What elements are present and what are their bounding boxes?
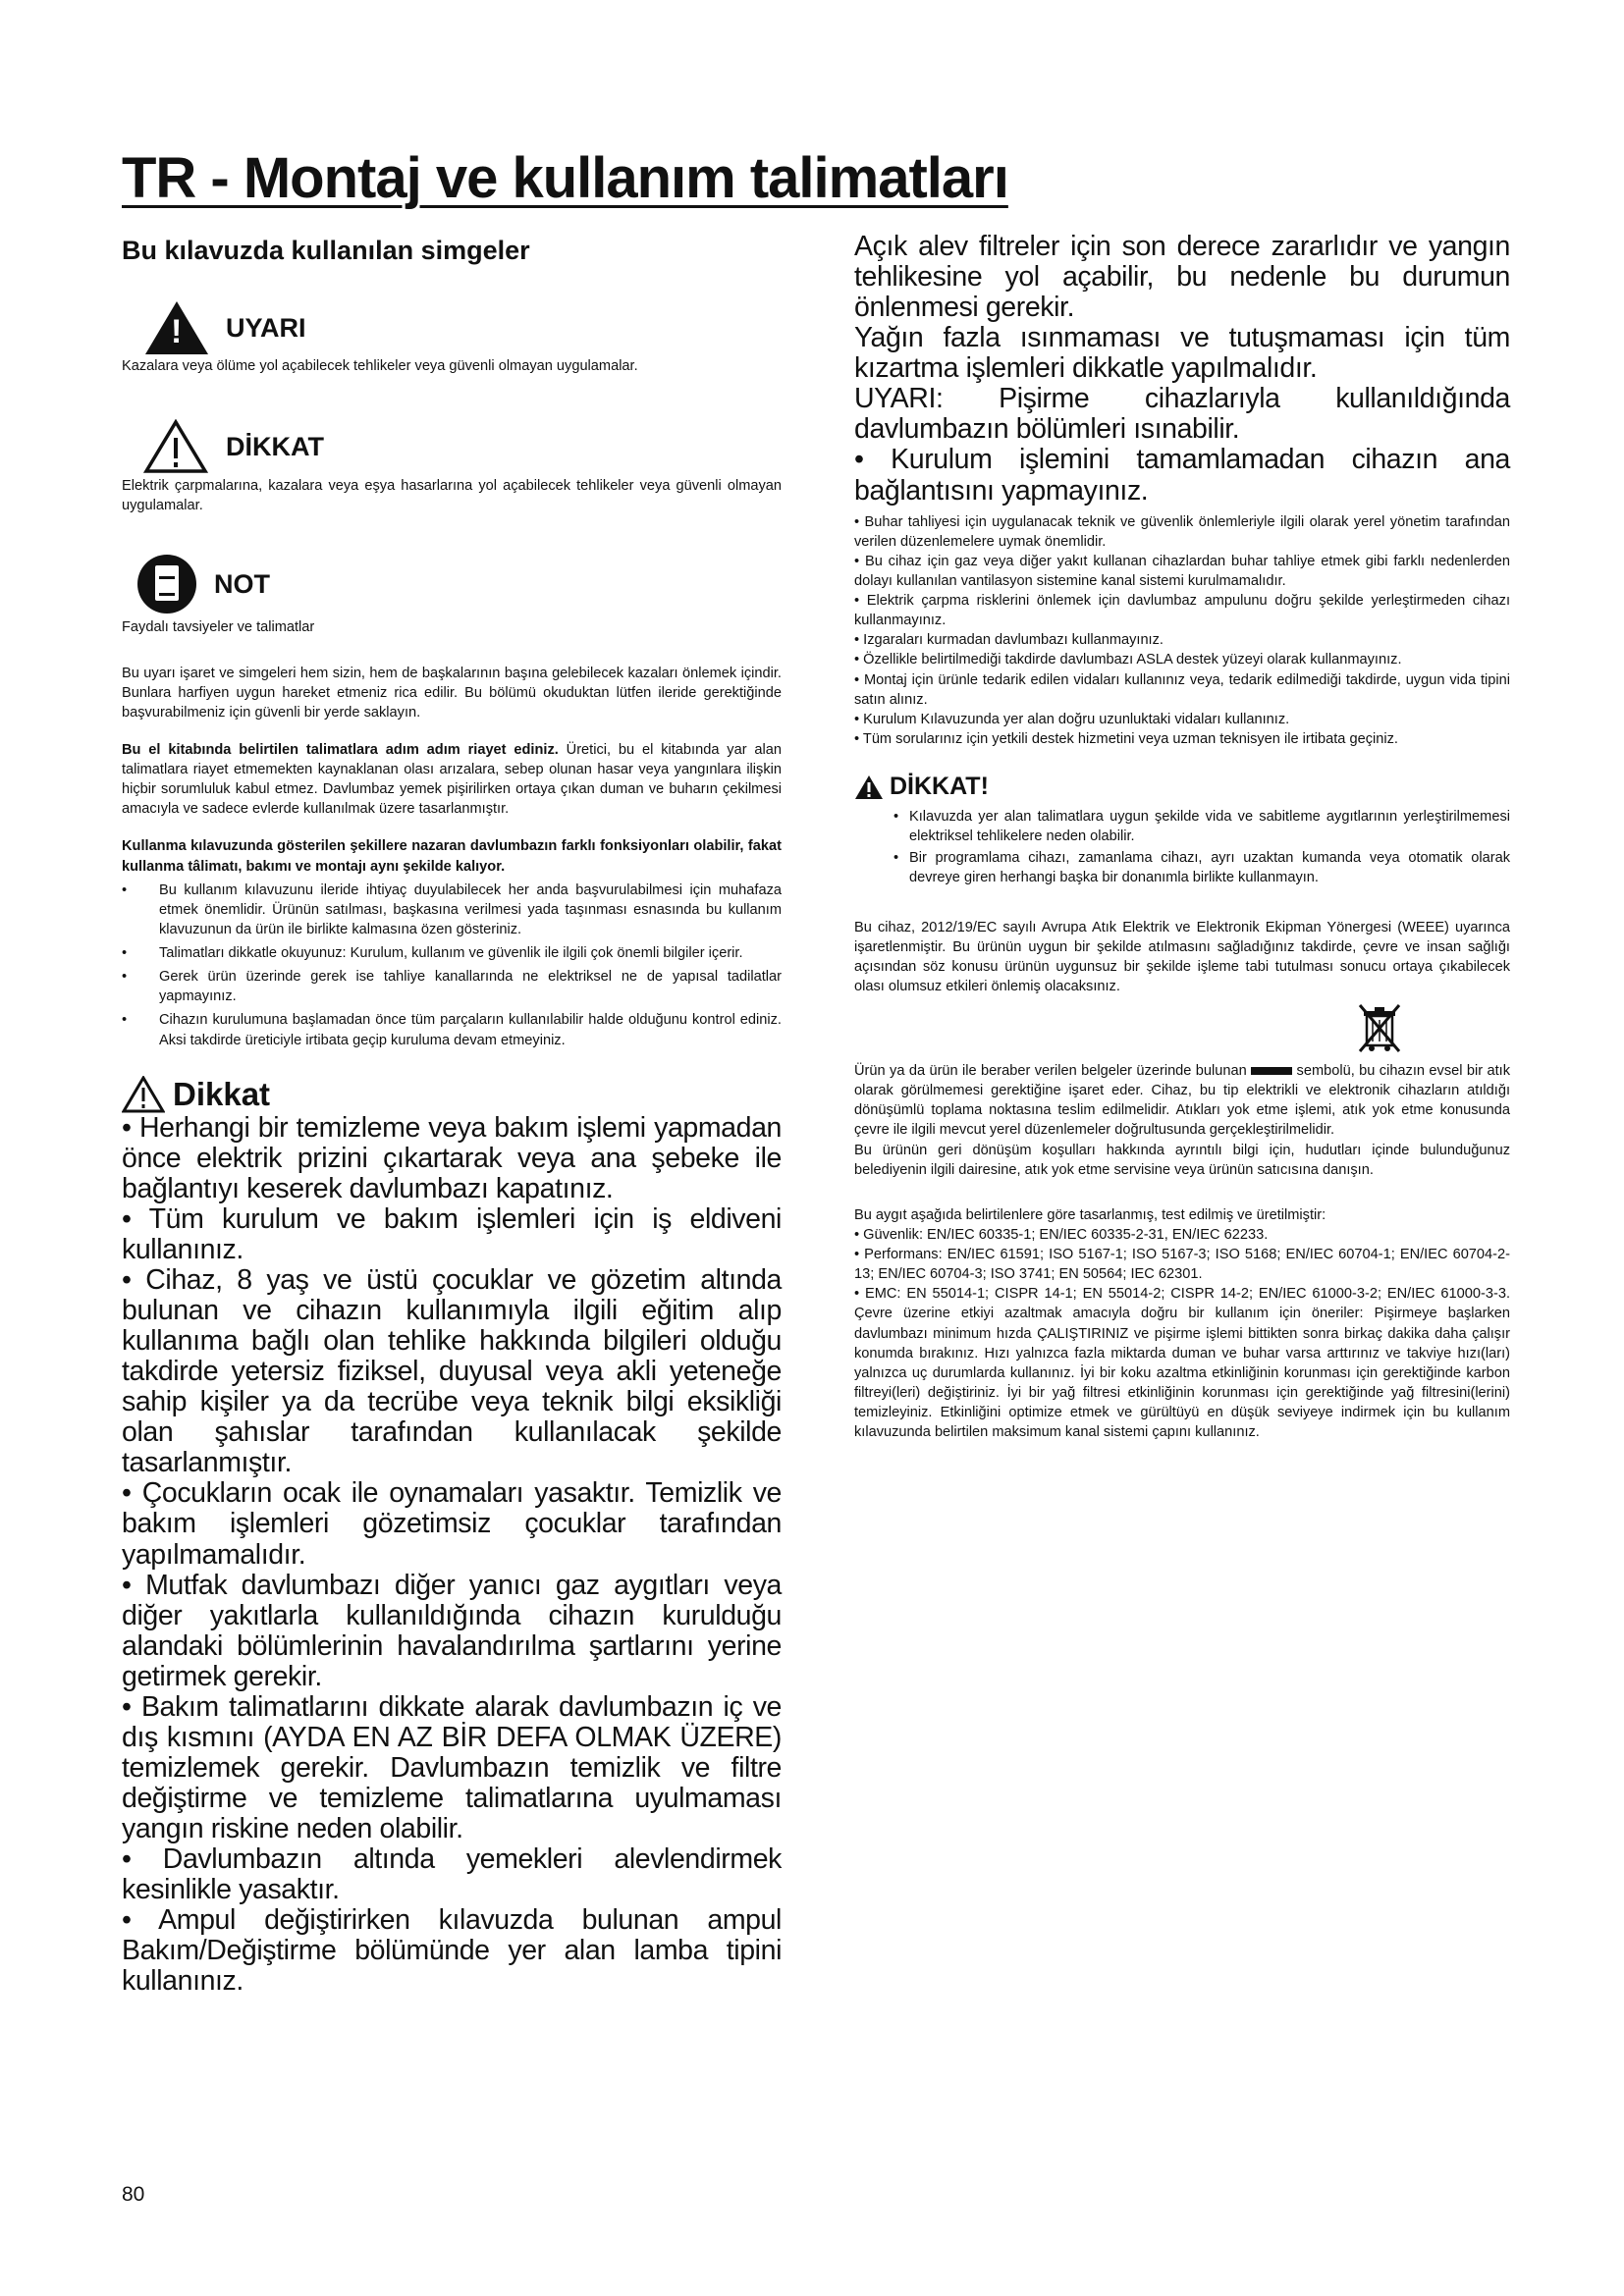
small-paragraph: • Izgaraları kurmadan davlumbazı kullanmayınız. xyxy=(854,632,1164,649)
big-paragraph: UYARI: Pişirme cihazlarıyla kullanıldığında davlumbazın bölümleri ısınabilir. xyxy=(854,383,1510,446)
small-paragraph: • Bu cihaz için gaz veya diğer yakıt kullanan cihazlardan buhar tahliye etmek gibi farklı nedenlerden dolayı kullanılan vantilasyon sistemine kanal sistemi kurulmamalıdır. xyxy=(854,553,1510,589)
note-text: Faydalı tavsiyeler ve talimatlar xyxy=(122,619,315,636)
list-item: • Kılavuzda yer alan talimatlara uygun şekilde vida ve sabitleme aygıtlarının yerleştirilmemesi elektriksel tehlikelere neden olabilir. xyxy=(893,807,1510,846)
dikkat-heading xyxy=(122,1076,782,1113)
big-paragraph: • Kurulum işlemini tamamlamadan cihazın ana bağlantısını yapmayınız. xyxy=(854,444,1510,507)
list-item: • Bir programlama cihazı, zamanlama cihazı, ayrı uzaktan kumanda veya otomatik olarak devreye giren herhangi başka bir donanımla birlikte kullanmayın. xyxy=(893,848,1510,887)
list-item: • Cihazın kurulumuna başlamadan önce tüm parçaların kullanılabilir halde olduğunu kontrol ediniz. Aksi takdirde üreticiyle irtibata geçip kuruluma devam etmeyiniz. xyxy=(122,1010,782,1049)
big-paragraph: • Çocukların ocak ile oynamaları yasaktır. Temizlik ve bakım işlemleri gözetimsiz çocuklar tarafından yapılmamalıdır. xyxy=(122,1477,782,1571)
note-label: NOT xyxy=(214,568,270,599)
big-paragraph: • Davlumbazın altında yemekleri alevlendirmek kesinlikle yasaktır. xyxy=(122,1843,782,1906)
general-bullets xyxy=(122,881,782,1050)
dikkat-warning-heading xyxy=(854,773,1510,801)
dikkat-bullets xyxy=(893,807,1510,888)
warning-filled-triangle-icon xyxy=(854,774,884,800)
small-paragraph: • Buhar tahliyesi için uygulanacak teknik ve güvenlik önlemleriyle ilgili olarak yerel yönetim tarafından verilen düzenlemelere uymak önemlidir. xyxy=(854,513,1510,550)
safety-intro-paragraph: Bu uyarı işaret ve simgeleri hem sizin, hem de başkalarının başına gelebilecek kazaları önlemek içindir. Bunlara harfiyen uygun hareket etmeniz rica edilir. Bu bölümü okuduktan lütfen ileride gerektiğinde başvurabilmeniz için güvenli bir yerde saklayın. xyxy=(122,665,782,721)
dikkat-warning-label: DİKKAT! xyxy=(890,773,989,801)
warning-text: Kazalara veya ölüme yol açabilecek tehlikeler veya güvenli olmayan uygulamalar. xyxy=(122,358,638,374)
note-symbol-row xyxy=(122,555,782,614)
dikkat-paragraphs xyxy=(122,1113,782,1998)
weee-bar-mark xyxy=(1251,1067,1292,1075)
list-item: • Talimatları dikkatle okuyunuz: Kurulum, kullanım ve güvenlik ile ilgili çok önemli bilgiler içerir. xyxy=(122,943,782,963)
manual-responsibility-paragraph xyxy=(122,740,782,820)
crossed-bin-icon xyxy=(1357,1002,1402,1057)
caution-outline-triangle-icon xyxy=(122,1076,165,1113)
small-paragraph: • Tüm sorularınız için yetkili destek hizmetini veya uzman teknisyen ile irtibata geçiniz. xyxy=(854,730,1398,747)
small-paragraph: • Elektrik çarpma risklerini önlemek için davlumbaz ampulunu doğru şekilde yerleştirmeden cihazı kullanmayınız. xyxy=(854,593,1510,629)
installation-notes xyxy=(854,512,1510,750)
manual-bold-lead: Bu el kitabında belirtilen talimatlara adım adım riayet ediniz. xyxy=(122,741,559,758)
big-paragraph: • Mutfak davlumbazı diğer yanıcı gaz aygıtları veya diğer yakıtlarla kullanıldığında cihazın kurulduğu alandaki bölümlerinin havalandırılma şartlarını yerine getirmek gerekir. xyxy=(122,1569,782,1692)
weee-paragraph: Bu cihaz, 2012/19/EC sayılı Avrupa Atık Elektrik ve Elektronik Ekipman Yönergesi (WEEE) uyarınca işaretlenmiştir. Bu ürünün uygun bir şekilde atılmasını sağladığınız takdirde, çevre ve insan sağlığı açısından söz konusu ürünün uygunsuz bir şekilde işleme tabi tutulması sonucu ortaya çıkabilecek olası olumsuz etkileri önlemiş olacaksınız. xyxy=(854,919,1510,994)
warning-symbol-row xyxy=(122,301,782,354)
big-paragraph: • Ampul değiştirirken kılavuzda bulunan ampul Bakım/Değiştirme bölümünde yer alan lamba tipini kullanınız. xyxy=(122,1904,782,1998)
caution-outline-triangle-icon xyxy=(143,419,208,474)
standard-item: • Güvenlik: EN/IEC 60335-1; EN/IEC 60335-2-31, EN/IEC 62233. xyxy=(854,1226,1269,1243)
small-paragraph: • Montaj için ürünle tedarik edilen vidaları kullanınız veya, tedarik edilmediği takdirde, uygun vida tipini satın alınız. xyxy=(854,671,1510,708)
caution-label: DİKKAT xyxy=(226,431,324,461)
note-document-icon xyxy=(137,555,196,614)
recycling-paragraph: Bu ürünün geri dönüşüm koşulları hakkında ayrıntılı bilgi için, hudutları içinde bulunduğunuz belediyenin ilgili dairesine, atık yok etme servisine veya ürünün satıcısına danışın. xyxy=(854,1142,1510,1178)
left-column xyxy=(122,236,782,1997)
caution-text: Elektrik çarpmalarına, kazalara veya eşya hasarlarına yol açabilecek tehlikeler veya güvenli olmayan uygulamalar. xyxy=(122,478,782,514)
manual-responsibility-rest: Üretici, bu el kitabında yar alan talimatlara riayet etmemekten kaynaklanan olası arızalara, sebep olunan hasar veya yangınlara ilişkin hiçbir sorumluluk kabul etmez. Davlumbaz yemek pişirilirken ortaya çıkan duman ve buharın çekilmesi amacıyla ve sadece evlerde kullanılmak üzere tasarlanmıştır. xyxy=(122,741,782,818)
dikkat-label: Dikkat xyxy=(173,1075,271,1112)
big-paragraph: • Cihaz, 8 yaş ve üstü çocuklar ve gözetim altında bulunan ve cihazın kullanımıyla ilgili eğitim alıp kullanıma bağlı olan tehlike hakkında bilgileri olduğu takdirde yetersiz fiziksel, duyusal veya akli yeteneğe sahip kişiler ya da tecrübe veya teknik bilgi eksikliği olan şahıslar tarafından kullanılacak şekilde tasarlanmıştır. xyxy=(122,1263,782,1479)
big-paragraph: Açık alev filtreler için son derece zararlıdır ve yangın tehlikesine yol açabilir, bu nedenle bu durumun önlenmesi gerekir. xyxy=(854,231,1510,324)
list-item: • Bu kullanım kılavuzunu ileride ihtiyaç duyulabilecek her anda başvurulabilmesi için muhafaza etmek önemlidir. Ürünün satılması, başkasına verilmesi yada taşınması esnasında bu kullanım klavuzunun da ürün ile birlikte kalmasına özen gösteriniz. xyxy=(122,881,782,939)
standard-item: • EMC: EN 55014-1; CISPR 14-1; EN 55014-2; CISPR 14-2; EN/IEC 61000-3-2; EN/IEC 61000-3-3. Çevre üzerine etkiyi azaltmak amacıyla doğru bir kullanım için öneriler: Pişirmeye başlarken davlumbazı minimum hızda ÇALIŞTIRINIZ ve pişirme işlemi bittikten sonra birkaç dakika daha çalışır konumda bırakınız. Hızı yalnızca fazla miktarda duman ve buhar varsa arttırınız ve takviye hızı(ları) yalnızca uç durumlarda kullanınız. İyi bir koku azaltma etkinliğinin korunması için gerektiğinde karbon filtreyi(leri) değiştiriniz. İyi bir yağ filtresi etkinliğinin korunması için gerektiğinde yağ filtresini(lerini) temizleyiniz. Etkinliğini optimize etmek ve gürültüyü en düşük seviyeye indirmek için bu kullanım kılavuzunda belirtilen maksimum kanal sistemi çapını kullanınız. xyxy=(854,1286,1510,1441)
symbol-paragraph-rest: sembolü, bu cihazın evsel bir atık olarak görülmemesi gerektiğine işaret eder. Cihaz, bu tip elektrikli ve elektronik cihazların atıldığı dönüşümlü toplama noktasına teslim edilmelidir. Atıkları yok etme işlemi, atık yok etme konusunda çevre ile ilgili mevcut yerel düzenlemeler doğrultusunda gerçekleştirilmelidir. xyxy=(854,1063,1511,1139)
standards-intro: Bu aygıt aşağıda belirtilenlere göre tasarlanmış, test edilmiş ve üretilmiştir: xyxy=(854,1206,1326,1223)
big-paragraph: • Herhangi bir temizleme veya bakım işlemi yapmadan önce elektrik prizini çıkartarak veya ana şebeke ile bağlantıyı keserek davlumbazı kapatınız. xyxy=(122,1111,782,1204)
small-paragraph: • Özellikle belirtilmediği takdirde davlumbazı ASLA destek yüzeyi olarak kullanmayınız. xyxy=(854,652,1402,668)
warning-label: UYARI xyxy=(226,312,306,343)
page-number: 80 xyxy=(122,2183,145,2206)
symbol-paragraph-start: Ürün ya da ürün ile beraber verilen belgeler üzerinde bulunan xyxy=(854,1063,1247,1080)
big-paragraph: Yağın fazla ısınmaması ve tutuşmaması için tüm kızartma işlemleri dikkatle yapılmalıdır. xyxy=(854,322,1510,385)
small-paragraph: • Kurulum Kılavuzunda yer alan doğru uzunluktaki vidaları kullanınız. xyxy=(854,711,1290,727)
list-item: • Gerek ürün üzerinde gerek ise tahliye kanallarında ne elektriksel ne de yapısal tadilatlar yapmayınız. xyxy=(122,967,782,1006)
symbols-heading: Bu kılavuzda kullanılan simgeler xyxy=(122,236,530,265)
symbol-paragraph xyxy=(854,1061,1510,1141)
standard-item: • Performans: EN/IEC 61591; ISO 5167-1; ISO 5167-3; ISO 5168; EN/IEC 60704-1; EN/IEC 60704-2-13; EN/IEC 60704-3; ISO 3741; EN 50564; IEC 62301. xyxy=(854,1247,1510,1283)
big-paragraph: • Tüm kurulum ve bakım işlemleri için iş eldiveni kullanınız. xyxy=(122,1202,782,1265)
page-title: TR - Montaj ve kullanım talimatları xyxy=(122,146,1008,210)
big-paragraph: • Bakım talimatlarını dikkate alarak davlumbazın iç ve dış kısmını (AYDA EN AZ BİR DEFA OLMAK ÜZERE) temizlemek gerekir. Davlumbazın temizlik ve filtre değiştirme ve temizleme talimatlarına uyulmaması yangın riskine neden olabilir. xyxy=(122,1690,782,1845)
warning-filled-triangle-icon: ! xyxy=(145,301,208,354)
right-column xyxy=(854,232,1510,1442)
caution-symbol-row xyxy=(122,419,782,474)
figures-notice: Kullanma kılavuzunda gösterilen şekillere nazaran davlumbazın farklı fonksiyonları olabilir, fakat kullanma tâlimatı, bakımı ve montajı aynı şekilde kalıyor. xyxy=(122,838,782,875)
